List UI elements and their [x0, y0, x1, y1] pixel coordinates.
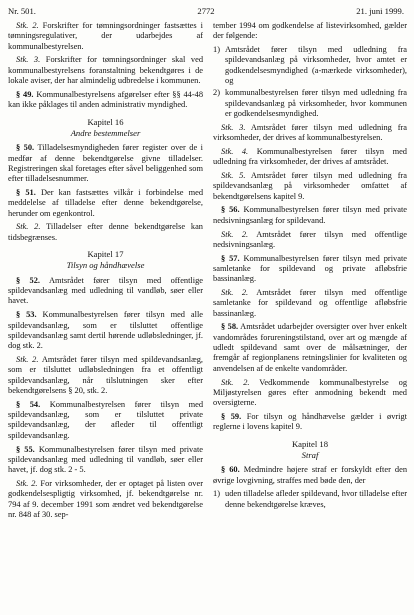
- paragraph: [8, 222, 203, 243]
- paragraph-text: Amtsrådet fører tilsyn med spildevandsanlæg, som er tilsluttet udløbsledningen fra et offentligt spildevandsanlæg, når tilslutningen sker efter bekendtgørelsens § 20, stk. 2.: [8, 354, 203, 395]
- paragraph-text: Forskrifter for tømningsordninger skal ved kommunalbestyrelsens foranstaltning bekendtgøres i de lokale aviser, der har almindelig udbredelse i kommunen.: [8, 55, 203, 86]
- section-label: Stk. 3.: [16, 55, 41, 65]
- section-label: § 57.: [221, 253, 240, 263]
- paragraph-text: Kommunalbestyrelsen fører tilsyn med udledning fra virksomheder, der drives af amtsrådet.: [213, 146, 407, 167]
- paragraph: [213, 254, 407, 285]
- paragraph: [213, 465, 407, 486]
- right-column: [213, 21, 407, 615]
- paragraph-text: Forskrifter for tømningsordninger fastsættes i tømningsregulativer, der udarbejdes af kommunalbestyrelsen.: [8, 21, 203, 51]
- left-column: [8, 21, 203, 615]
- section-label: § 59.: [221, 411, 242, 421]
- paragraph-text: For virksomheder, der er optaget på listen over godkendelsespligtig virksomhed, jf. bekendtgørelse nr. 794 af 9. december 1991 som ændret ved bekendtgørelse nr. 848 af 30. sep-: [8, 478, 203, 519]
- issue-number: Nr. 501.: [8, 6, 36, 16]
- paragraph-text: Kommunalbestyrelsen fører tilsyn med private spildevandsanlæg med udledning til vandløb, søer eller havet, jf. dog stk. 2 - 5.: [8, 444, 203, 475]
- list-item: [213, 45, 407, 86]
- paragraph-text: Amtsrådet fører tilsyn med udledning fra virksomheder, der drives af kommunalbestyrelsen.: [213, 122, 407, 143]
- list-text: uden tilladelse afleder spildevand, hvor tilladelse efter denne bekendtgørelse kræves,: [225, 489, 407, 509]
- section-label: § 50.: [16, 143, 35, 153]
- paragraph-text: Kommunalbestyrelsen fører tilsyn med private samletanke for spildevand og private afløbsfrie bassinanlæg.: [213, 253, 407, 284]
- list-item: [213, 88, 407, 119]
- paragraph-text: Kommunalbestyrelsens afgørelser efter §§ 44-48 kan ikke påklages til anden administrativ myndighed.: [8, 89, 203, 110]
- section-label: Stk. 2.: [221, 229, 249, 239]
- section-label: § 54.: [16, 399, 41, 409]
- paragraph-text: Amtsrådet fører tilsyn med udledning fra spildevandsanlæg på virksomheder omfattet af bekendtgørelsens kapitel 9.: [213, 171, 407, 201]
- paragraph: [8, 188, 203, 219]
- paragraph: [8, 55, 203, 86]
- paragraph-text: Amtsrådet fører tilsyn med offentlige spildevandsanlæg med udledning til vandløb, søer eller havet.: [8, 275, 203, 306]
- chapter-subtitle: Tilsyn og håndhævelse: [66, 260, 145, 271]
- paragraph: [213, 205, 407, 226]
- section-label: Stk. 3.: [221, 122, 246, 132]
- chapter-title: Kapitel 17: [87, 249, 124, 260]
- section-label: Stk. 4.: [221, 146, 249, 156]
- publication-date: 21. juni 1999.: [356, 6, 404, 16]
- paragraph: [213, 378, 407, 409]
- section-label: Stk. 2.: [16, 222, 41, 232]
- paragraph: [8, 479, 203, 520]
- paragraph-text: Amtsrådet udarbejder oversigter over hver enkelt vandområdes forureningstilstand, over art og mængde af udledt spildevand samt over de målsætninger, der fremgår af regionplanens retningslinier for kvaliteten og anvendelsen af de enkelte vandområder.: [213, 322, 407, 373]
- paragraph-text: Tilladelser efter denne bekendtgørelse kan tidsbegrænses.: [8, 222, 203, 242]
- paragraph-text: Medmindre højere straf er forskyldt efter den øvrige lovgivning, straffes med bøde den, der: [213, 465, 407, 485]
- paragraph: [8, 355, 203, 396]
- paragraph: [213, 171, 407, 202]
- paragraph: [8, 21, 203, 52]
- page-number: 2772: [197, 6, 215, 16]
- list-item: [213, 489, 407, 510]
- paragraph-text: Vedkommende kommunalbestyrelse og Miljøstyrelsen gøres efter anmodning bekendt med oversigterne.: [213, 377, 407, 408]
- list-text: Amtsrådet fører tilsyn med udledning fra spildevandsanlæg på virksomheder, hvor amtet er godkendelsesmyndighed (a-mærkede virksomheder), og: [225, 45, 407, 86]
- list-number: 1): [213, 489, 220, 499]
- section-label: § 56.: [221, 205, 240, 215]
- paragraph-text: Kommunalbestyrelsen fører tilsyn med private nedsivningsanlæg for spildevand.: [213, 205, 407, 225]
- section-label: Stk. 2.: [16, 354, 39, 364]
- paragraph: [8, 400, 203, 441]
- section-label: Stk. 2.: [16, 478, 38, 488]
- chapter-title: Kapitel 16: [87, 116, 124, 127]
- paragraph-text: Kommunalbestyrelsen fører tilsyn med spildevandsanlæg, som er tilsluttet private spildevandsanlæg, der afleder til offentligt spildevandsanlæg.: [8, 399, 203, 440]
- chapter-subtitle: Andre bestemmelser: [70, 127, 141, 138]
- section-label: § 58.: [221, 322, 239, 332]
- paragraph: [213, 123, 407, 144]
- paragraph-text: tember 1994 om godkendelse af listevirksomhed, gælder der følgende:: [213, 21, 407, 41]
- paragraph: [8, 445, 203, 476]
- paragraph-text: Tilladelsesmyndigheden fører register over de i medfør af denne bekendtgørelse givne tilladelser. Registreringen skal foretages efter såvel beliggenhed som efter tilladelsesnummer.: [8, 143, 203, 184]
- paragraph: [213, 322, 407, 374]
- page-header: [8, 6, 404, 18]
- paragraph: [213, 230, 407, 251]
- paragraph: [8, 310, 203, 351]
- paragraph-text: Der kan fastsættes vilkår i forbindelse med meddelelse af tilladelse efter denne bekendtgørelse, herunder om egenkontrol.: [8, 187, 203, 218]
- paragraph: [8, 143, 203, 184]
- paragraph: [213, 147, 407, 168]
- section-label: Stk. 5.: [221, 171, 246, 181]
- chapter-title: Kapitel 18: [291, 438, 329, 449]
- section-label: Stk. 2.: [221, 288, 249, 298]
- section-label: § 53.: [16, 310, 37, 320]
- section-label: Stk. 2.: [221, 377, 250, 387]
- paragraph-text: Kommunalbestyrelsen fører tilsyn med alle spildevandsanlæg, som er tilsluttet offentlige spildevandsanlæg samt dertil hørende udløbsledninger, jf. dog stk. 2.: [8, 310, 203, 351]
- paragraph: [213, 412, 407, 433]
- section-label: § 60.: [221, 465, 240, 475]
- section-label: § 55.: [16, 444, 35, 454]
- section-label: Stk. 2.: [16, 21, 39, 30]
- list-number: 1): [213, 45, 220, 55]
- paragraph-text: For tilsyn og håndhævelse gælder i øvrigt reglerne i lovens kapitel 9.: [213, 411, 407, 432]
- section-label: § 49.: [16, 89, 34, 99]
- chapter-subtitle: Straf: [301, 450, 319, 461]
- section-label: § 51.: [16, 187, 36, 197]
- paragraph-text: Amtsrådet fører tilsyn med offentlige nedsivningsanlæg.: [213, 229, 407, 249]
- paragraph-text: Amtsrådet fører tilsyn med offentlige samletanke for spildevand og offentlige afløbsfrie bassinanlæg.: [213, 288, 407, 318]
- list-number: 2): [213, 88, 220, 98]
- paragraph: [8, 90, 203, 111]
- paragraph: [213, 288, 407, 319]
- paragraph: [8, 276, 203, 307]
- section-label: § 52.: [16, 275, 41, 285]
- paragraph: [213, 21, 407, 42]
- list-text: kommunalbestyrelsen fører tilsyn med udledning fra spildevandsanlæg på virksomheder, hvor kommunen er godkendelsesmyndighed.: [225, 88, 407, 119]
